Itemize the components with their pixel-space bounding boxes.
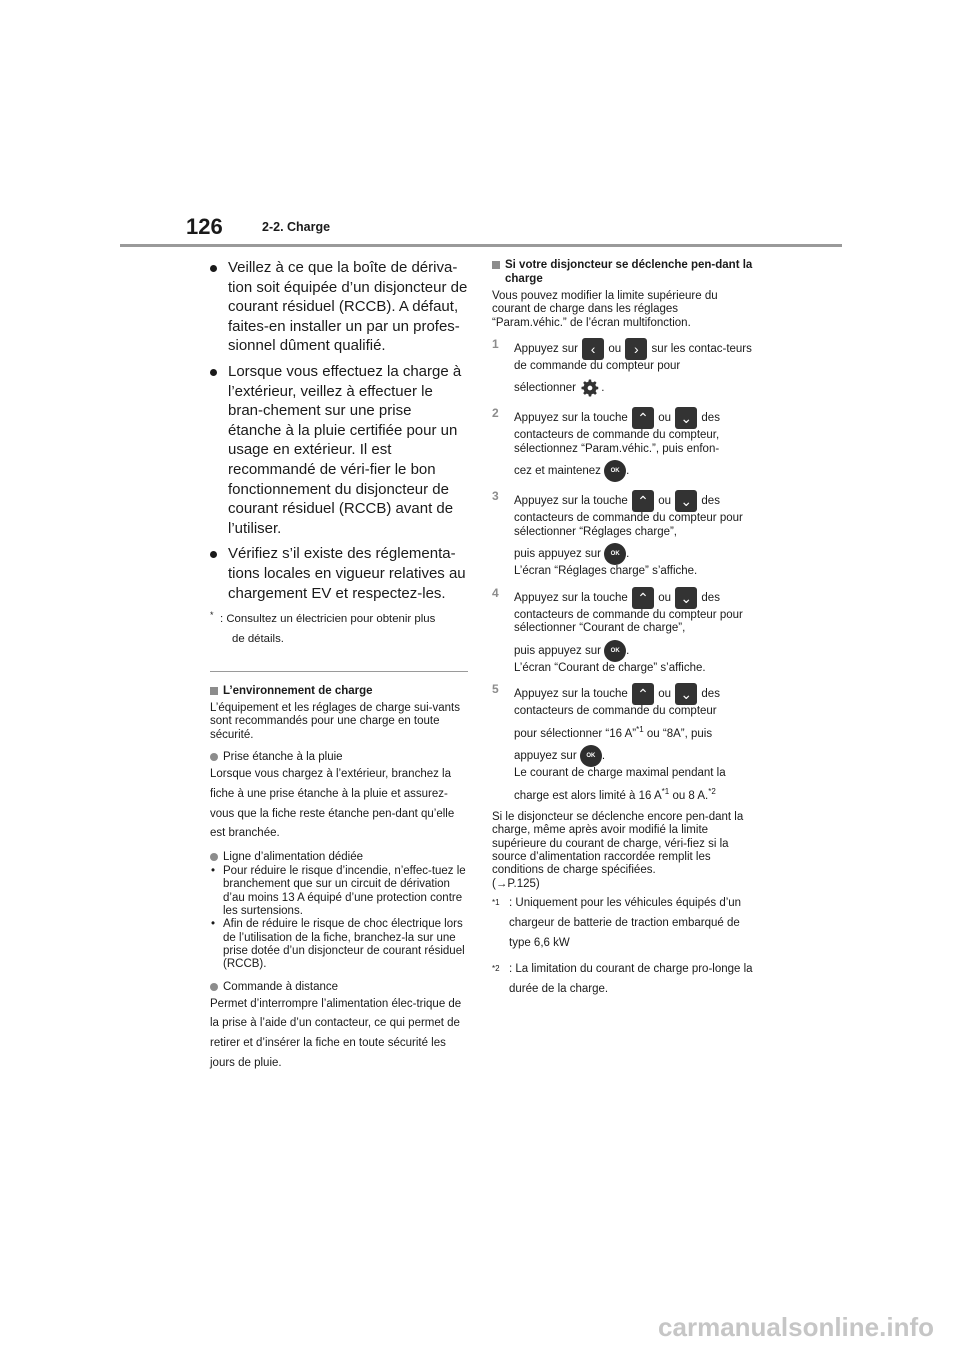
step-text: appuyez sur bbox=[514, 750, 577, 763]
chevron-up-icon: ⌃ bbox=[632, 683, 654, 705]
item-title bbox=[210, 850, 468, 864]
item-title-text: Ligne d’alimentation dédiée bbox=[223, 851, 364, 864]
footnote-line: : Consultez un électricien pour obtenir plus bbox=[220, 613, 436, 626]
item-title bbox=[210, 980, 468, 994]
step-text: . bbox=[626, 465, 630, 478]
chevron-down-icon: ⌄ bbox=[675, 683, 697, 705]
chevron-up-icon: ⌃ bbox=[632, 490, 654, 512]
item-text: Permet d’interrompre l’alimentation élec-trique de la prise à l’aide d’un contacteur, ce qui permet de retirer et d’insérer la fiche en toute sécurité les jours de pluie. bbox=[210, 997, 462, 1069]
step-text: cez et maintenez bbox=[514, 465, 601, 478]
step-text: Appuyez sur bbox=[514, 342, 578, 355]
ok-button-icon: OK bbox=[604, 543, 626, 565]
dash-text: Pour réduire le risque d’incendie, n’effec-tuez le branchement que sur un circuit de dérivation d’au moins 13 A équipé d’une protection contre les surtensions. bbox=[223, 865, 466, 918]
watermark: carmanualsonline.info bbox=[658, 1312, 934, 1342]
step-text: ou “8A”, puis bbox=[646, 727, 713, 740]
step-text: ou bbox=[658, 412, 671, 425]
step-item bbox=[492, 683, 754, 803]
step-text: . bbox=[626, 548, 630, 561]
bullet-dot-icon bbox=[210, 551, 217, 558]
page-reference-link[interactable]: (→P.125) bbox=[492, 877, 540, 890]
footnote bbox=[210, 609, 468, 649]
step-result: Le courant de charge maximal pendant la bbox=[514, 767, 726, 780]
right-column bbox=[492, 258, 754, 999]
bullet-dot-icon bbox=[210, 369, 217, 376]
dash-text: Afin de réduire le risque de choc électrique lors de l’utilisation de la fiche, branchez-la sur une prise dotée d’un disjoncteur de courant résiduel (RCCB). bbox=[223, 918, 465, 971]
env-intro: L’équipement et les réglages de charge sui-vants sont recommandés pour une charge en toute sécurité. bbox=[210, 702, 460, 741]
step-text: puis appuyez sur bbox=[514, 644, 601, 657]
step-text: sur les contac-teurs de commande du compteur pour bbox=[514, 342, 752, 372]
chevron-down-icon: ⌄ bbox=[675, 490, 697, 512]
step-text: puis appuyez sur bbox=[514, 548, 601, 561]
dash-item: • Afin de réduire le risque de choc électrique lors de l’utilisation de la fiche, branchez-la sur une prise dotée d’un disjoncteur de courant résiduel (RCCB). bbox=[211, 918, 465, 971]
page-number: 126 bbox=[186, 214, 223, 239]
footnote-ref: *1 bbox=[636, 724, 644, 734]
bullet-item bbox=[210, 258, 468, 356]
section-title: 2-2. Charge bbox=[262, 220, 331, 234]
step-text: Appuyez sur la touche bbox=[514, 688, 628, 701]
item-title-text: Prise étanche à la pluie bbox=[223, 750, 343, 763]
step-text: des contacteurs de commande du compteur bbox=[514, 688, 720, 718]
step-text: Appuyez sur la touche bbox=[514, 412, 628, 425]
footnote-text: : La limitation du courant de charge pro-longe la durée de la charge. bbox=[509, 962, 753, 995]
env-heading bbox=[210, 684, 468, 698]
footnote-ref: *1 bbox=[661, 786, 670, 796]
header-rule bbox=[120, 244, 842, 247]
step-item bbox=[492, 407, 754, 482]
step-text: sélectionner bbox=[514, 382, 577, 395]
step-number: 4 bbox=[492, 585, 499, 600]
footnote-mark: *2 bbox=[492, 963, 500, 973]
step-text: Appuyez sur la touche bbox=[514, 495, 628, 508]
step-text: Appuyez sur la touche bbox=[514, 591, 628, 604]
divider bbox=[210, 671, 468, 672]
step-number: 5 bbox=[492, 682, 499, 697]
step-text: ou bbox=[658, 688, 671, 701]
heading-text: L’environnement de charge bbox=[223, 685, 373, 698]
breaker-intro: Vous pouvez modifier la limite supérieure du courant de charge dans les réglages “Param.véhic.” de l’écran multifonction. bbox=[492, 290, 718, 329]
item-text: Lorsque vous chargez à l’extérieur, branchez la fiche à une prise étanche à la pluie et assurez-vous que la fiche reste étanche pen-dant qu’elle est branchée. bbox=[210, 767, 455, 840]
circle-bullet-icon bbox=[210, 983, 218, 991]
step-text: ou bbox=[658, 495, 671, 508]
gear-icon bbox=[579, 377, 601, 399]
step-result: ou 8 A. bbox=[672, 789, 709, 802]
circle-bullet-icon bbox=[210, 753, 218, 761]
step-text: ou bbox=[608, 342, 622, 355]
square-bullet-icon bbox=[492, 261, 500, 269]
bullet-item bbox=[210, 544, 468, 603]
step-text: des contacteurs de commande du compteur pour sélectionner “Réglages charge”, bbox=[514, 495, 743, 538]
step-number: 1 bbox=[492, 336, 499, 351]
step-text: des contacteurs de commande du compteur pour sélectionner “Courant de charge”, bbox=[514, 591, 743, 635]
footnote bbox=[492, 959, 754, 999]
footnote bbox=[492, 893, 754, 953]
step-number: 2 bbox=[492, 406, 499, 421]
bullet-text: Lorsque vous effectuez la charge à l’extérieur, veillez à effectuer le bran-chement sur une prise étanche à la pluie certifiée pour un usage en extérieur. Il est recommandé de véri-fier le bon fonctionnement du disjoncteur de courant résiduel (RCCB) avant de l’utiliser. bbox=[228, 362, 462, 537]
left-column bbox=[210, 258, 468, 1080]
step-text: pour sélectionner “16 A” bbox=[514, 727, 637, 740]
footnote-mark: *1 bbox=[492, 897, 500, 907]
step-text: des contacteurs de commande du compteur, sélectionnez “Param.véhic.”, puis enfon- bbox=[514, 412, 720, 455]
bullet-text: Veillez à ce que la boîte de dériva-tion soit équipée d’un disjoncteur de courant résiduel (RCCB). A défaut, faites-en installer un par un profes-sionnel dûment qualifié. bbox=[228, 259, 468, 355]
step-result: L’écran “Courant de charge” s’affiche. bbox=[514, 661, 706, 674]
footnote-line: de détails. bbox=[232, 633, 284, 646]
ok-button-icon: OK bbox=[604, 640, 626, 662]
ok-button-icon: OK bbox=[580, 745, 602, 767]
closing-body: Si le disjoncteur se déclenche encore pen-dant la charge, même après avoir modifié la limite supérieure du courant de charge, véri-fiez si la source d’alimentation raccordée remplit les conditions de charge spécifiées. bbox=[492, 811, 744, 877]
circle-bullet-icon bbox=[210, 853, 218, 861]
step-text: ou bbox=[658, 591, 671, 604]
step-item bbox=[492, 587, 754, 676]
step-item bbox=[492, 490, 754, 579]
step-result: L’écran “Réglages charge” s’affiche. bbox=[514, 565, 698, 578]
closing-text bbox=[492, 811, 754, 891]
bullet-text: Vérifiez s’il existe des réglementa-tions locales en vigueur relatives au chargement EV et respectez-les. bbox=[228, 545, 466, 602]
footnote-mark: * bbox=[210, 610, 214, 621]
step-text: . bbox=[601, 750, 606, 763]
step-result: charge est alors limité à 16 A bbox=[514, 789, 662, 802]
breaker-heading bbox=[492, 258, 754, 286]
step-text: . bbox=[626, 644, 630, 657]
bullet-item bbox=[210, 362, 468, 538]
square-bullet-icon bbox=[210, 687, 218, 695]
footnote-text: : Uniquement pour les véhicules équipés d’un chargeur de batterie de traction embarqué de type 6,6 kW bbox=[509, 896, 742, 949]
step-text: . bbox=[601, 382, 605, 395]
chevron-right-icon: › bbox=[625, 338, 647, 360]
item-title bbox=[210, 750, 468, 764]
bullet-dot-icon bbox=[210, 265, 217, 272]
chevron-up-icon: ⌃ bbox=[632, 407, 654, 429]
chevron-down-icon: ⌄ bbox=[675, 587, 697, 609]
chevron-down-icon: ⌄ bbox=[675, 407, 697, 429]
heading-text: Si votre disjoncteur se déclenche pen-dant la charge bbox=[505, 259, 753, 285]
ok-button-icon: OK bbox=[604, 460, 626, 482]
dash-item: • Pour réduire le risque d’incendie, n’effec-tuez le branchement que sur un circuit de dérivation d’au moins 13 A équipé d’une protection contre les surtensions. bbox=[211, 865, 466, 918]
item-title-text: Commande à distance bbox=[223, 980, 339, 993]
chevron-left-icon: ‹ bbox=[582, 338, 604, 360]
chevron-up-icon: ⌃ bbox=[632, 587, 654, 609]
step-item bbox=[492, 338, 754, 400]
step-number: 3 bbox=[492, 489, 499, 504]
footnote-ref: *2 bbox=[708, 786, 716, 796]
